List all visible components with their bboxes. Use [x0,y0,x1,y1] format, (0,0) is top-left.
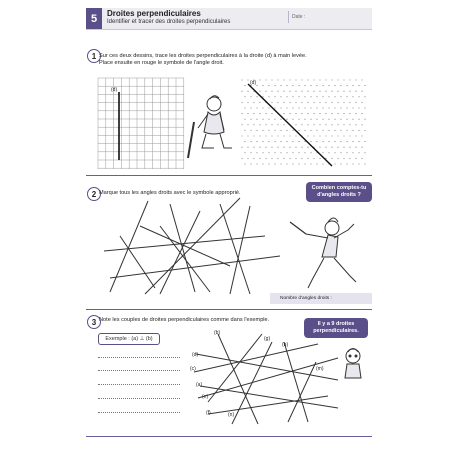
fig3-label-n: (n) [228,412,235,418]
exercise-1-grid[interactable] [98,78,184,170]
exercise-2-count-field[interactable] [270,293,372,304]
answer-line-4[interactable] [98,398,180,399]
character-drawing-illustration [184,92,234,164]
date-label: Date : [292,14,306,20]
fig3-label-d: (d) [192,352,199,358]
small-character-illustration [340,346,366,382]
exercise-2-bubble-line-1: Combien comptes-tu [311,185,367,191]
dots-line-d [248,84,332,166]
exercise-1-instruction-line-1: Sur ces deux dessins, trace les droites perpendiculaires à la droite (d) à main levée. [99,53,307,59]
fig3-label-b: (b) [214,330,221,336]
answer-line-2[interactable] [98,370,180,371]
grid-line-d-label: (d) [111,87,118,93]
answer-line-1[interactable] [98,357,180,358]
exercise-3-instruction: Note les couples de droites perpendiculaires comme dans l'exemple. [99,317,270,323]
exercise-2-bubble-line-2: d'angles droits ? [317,192,361,198]
section-divider-1 [86,175,372,176]
exercise-3-speech-bubble [304,318,368,338]
section-divider-3 [86,436,372,437]
exercise-1-instruction-line-2: Place ensuite en rouge le symbole de l'angle droit. [99,60,224,66]
exercise-3-example-box: Exemple : (a) ⊥ (b) [98,333,160,345]
lesson-subtitle: Identifier et tracer des droites perpendiculaires [107,19,231,25]
exercise-2-lines-figure[interactable] [100,196,290,296]
fig3-label-m: (m) [316,366,324,372]
answer-line-5[interactable] [98,412,180,413]
fig3-label-c: (c) [190,366,196,372]
exercise-3-bubble-line-1: Il y a 9 droites [317,321,355,327]
fig3-label-e: (e) [202,394,209,400]
fig3-label-h: (h) [282,342,289,348]
section-divider-2 [86,309,372,310]
fig3-label-f: (f) [206,410,211,416]
dots-line-d-label: (d) [250,80,257,86]
lesson-title: Droites perpendiculaires [107,9,201,18]
fencer-illustration [288,208,368,292]
fig3-label-g: (g) [264,336,271,342]
exercise-1-dot-field[interactable] [238,76,368,170]
fig3-label-a: (a) [196,382,203,388]
exercise-2-count-label: Nombre d'angles droits : [280,296,332,301]
exercise-3-bubble-line-2: perpendiculaires. [313,328,359,334]
exercise-1-number: 1 [87,49,101,63]
exercise-2-instruction: Marque tous les angles droits avec le symbole approprié. [99,190,241,196]
exercise-3-number: 3 [87,315,101,329]
exercise-2-number: 2 [87,187,101,201]
lesson-number-badge: 5 [86,8,102,29]
answer-line-3[interactable] [98,384,180,385]
exercise-2-speech-bubble [306,182,372,202]
